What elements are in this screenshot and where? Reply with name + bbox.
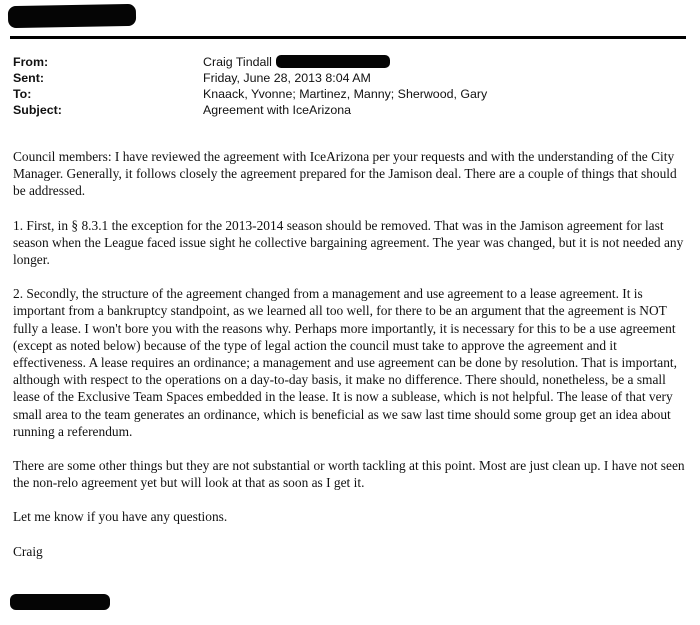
to-label: To: xyxy=(13,87,32,101)
from-label: From: xyxy=(13,55,49,69)
to-row xyxy=(13,86,487,102)
body-paragraph-closing: Let me know if you have any questions. xyxy=(13,509,228,525)
sent-row xyxy=(13,70,487,86)
redaction-bar-bottom xyxy=(10,594,110,610)
redaction-bar-top xyxy=(8,4,136,28)
subject-row xyxy=(13,102,487,118)
from-value: Craig Tindall xyxy=(203,55,272,69)
sent-label: Sent: xyxy=(13,71,44,85)
from-row xyxy=(13,54,487,70)
header-divider xyxy=(10,36,686,39)
body-paragraph-intro: Council members: I have reviewed the agreement with IceArizona per your requests and with the understanding of the City Manager. Generally, it follows closely the agreement prepared for the Jamison deal. There are a couple of things that should be addressed. xyxy=(13,149,677,199)
subject-value: Agreement with IceArizona xyxy=(203,103,352,117)
body-paragraph-point-2: 2. Secondly, the structure of the agreement changed from a management and use agreement to a lease agreement. It is important from a bankruptcy standpoint, as we learned all too well, for there to be an argument that the agreement is NOT fully a lease. I won't bore you with the reasons why. Perhaps more importantly, it is necessary for this to be a use agreement (except as noted below) because of the type of legal action the council must take to approve the agreement and it effectiveness. A lease requires an ordinance; a management and use agreement can be done by resolution. That is important, although with respect to the operations on a day-to-day basis, it make no difference. There should, nonetheless, be a small lease of the Exclusive Team Spaces embedded in the lease. It is now a sublease, which is not helpful. The lease of that very small area to the team generates an ordinance, which is beneficial as we saw last time should some group get an idea about running a referendum. xyxy=(13,286,677,439)
email-body xyxy=(13,148,685,560)
body-paragraph-point-1: 1. First, in § 8.3.1 the exception for the 2013-2014 season should be removed. That was in the Jamison agreement for last season when the League faced issue sight he collective bargaining agreement. The year was changed, but it is not needed any longer. xyxy=(13,217,684,268)
email-header xyxy=(13,54,487,118)
subject-label: Subject: xyxy=(13,103,62,117)
body-paragraph-other: There are some other things but they are not substantial or worth tackling at this point. Most are just clean up. I have not seen the non-relo agreement yet but will look at that as soon as I get it. xyxy=(13,458,685,491)
sent-value: Friday, June 28, 2013 8:04 AM xyxy=(203,71,371,85)
signature: Craig xyxy=(13,543,43,559)
to-value: Knaack, Yvonne; Martinez, Manny; Sherwood, Gary xyxy=(203,87,488,101)
